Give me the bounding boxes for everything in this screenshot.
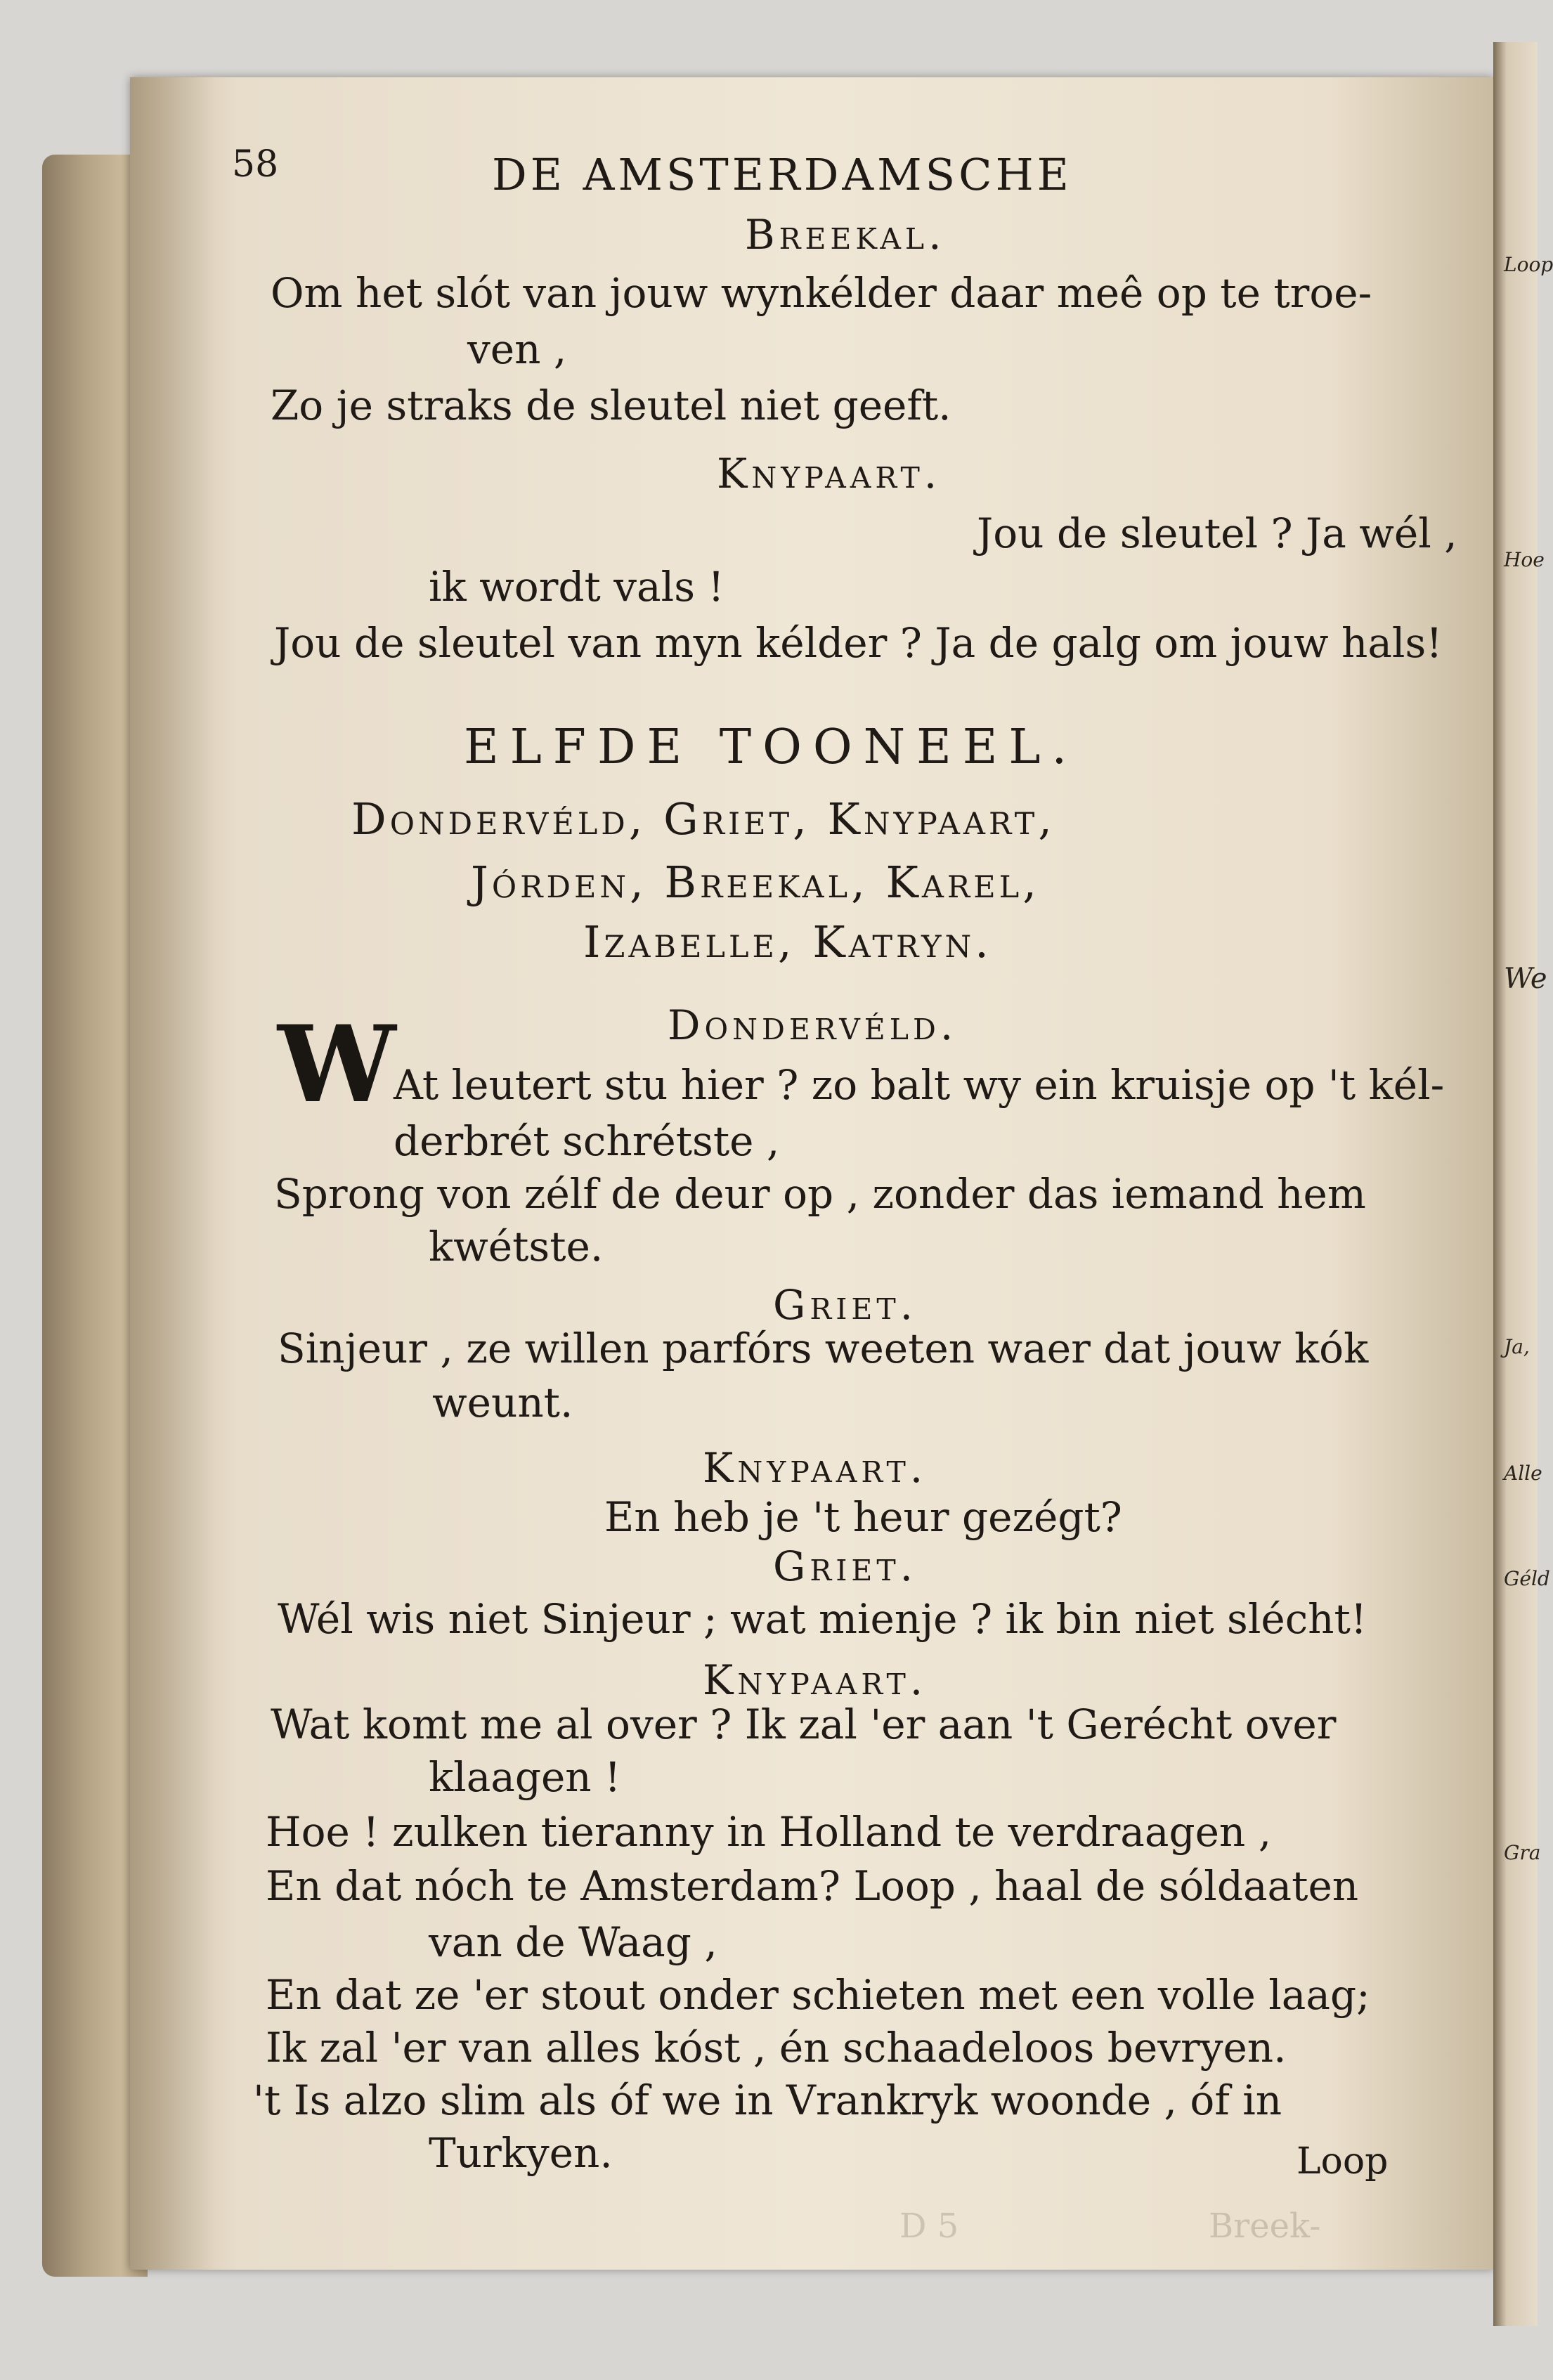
verse-line: Ik zal 'er van alles kóst , én schaadeloos bevryen. bbox=[266, 2024, 1287, 2072]
verse-line: Zo je straks de sleutel niet geeft. bbox=[271, 382, 951, 429]
speaker-dondervéld: Dondervéld. bbox=[668, 1001, 958, 1049]
catchword: Loop bbox=[1297, 2140, 1389, 2183]
facing-page-fragment: Géld bbox=[1504, 1567, 1550, 1590]
signature-mark: D 5 bbox=[899, 2206, 959, 2246]
facing-page-fragment: Hoe bbox=[1504, 548, 1545, 571]
verse-line: Turkyen. bbox=[429, 2129, 613, 2177]
verse-line: ik wordt vals ! bbox=[429, 563, 724, 611]
cast-list: Izabelle, Katryn. bbox=[583, 916, 992, 968]
facing-page-fragment: Loop bbox=[1504, 253, 1553, 276]
page-number: 58 bbox=[232, 143, 279, 186]
verse-line: En heb je 't heur gezégt? bbox=[604, 1493, 1122, 1541]
verse-line: Sinjeur , ze willen parfórs weeten waer dat jouw kók bbox=[278, 1325, 1369, 1372]
verse-line: 't Is alzo slim als óf we in Vrankryk woonde , óf in bbox=[253, 2076, 1282, 2124]
verse-line: Hoe ! zulken tieranny in Holland te verdraagen , bbox=[266, 1808, 1272, 1856]
drop-cap: W bbox=[278, 1003, 396, 1126]
speaker-breekal: Breekal. bbox=[745, 211, 946, 259]
cast-list: Jórden, Breekal, Karel, bbox=[471, 857, 1040, 908]
facing-page-fragment: Ja, bbox=[1504, 1335, 1530, 1358]
verse-line: Jou de sleutel ? Ja wél , bbox=[977, 509, 1457, 557]
cast-list: Dondervéld, Griet, Knypaart, bbox=[351, 793, 1055, 845]
verse-line: derbrét schrétste , bbox=[394, 1117, 780, 1165]
facing-page-fragment: Alle bbox=[1504, 1462, 1542, 1485]
scene-title: ELFDE TOONEEL. bbox=[464, 720, 1079, 775]
bleed-through-catchword: Breek- bbox=[1209, 2206, 1321, 2246]
running-header: DE AMSTERDAMSCHE bbox=[492, 149, 1072, 200]
verse-line: En dat nóch te Amsterdam? Loop , haal de sóldaaten bbox=[266, 1862, 1359, 1910]
speaker-knypaart: Knypaart. bbox=[703, 1444, 928, 1492]
verse-line: klaagen ! bbox=[429, 1753, 621, 1801]
verse-line: Jou de sleutel van myn kélder ? Ja de galg om jouw hals! bbox=[274, 619, 1443, 667]
speaker-knypaart: Knypaart. bbox=[717, 450, 942, 498]
verse-line: ven , bbox=[467, 325, 567, 373]
verse-line: Wél wis niet Sinjeur ; wat mienje ? ik bin niet slécht! bbox=[278, 1595, 1367, 1643]
speaker-griet: Griet. bbox=[773, 1542, 918, 1590]
verse-line: At leutert stu hier ? zo balt wy ein kruisje op 't kél- bbox=[394, 1061, 1445, 1109]
verse-line: kwétste. bbox=[429, 1223, 604, 1270]
verse-line: En dat ze 'er stout onder schieten met een volle laag; bbox=[266, 1971, 1370, 2019]
verse-line: Wat komt me al over ? Ik zal 'er aan 't Gerécht over bbox=[271, 1701, 1337, 1748]
facing-page-fragment: Gra bbox=[1504, 1841, 1541, 1864]
verse-line: van de Waag , bbox=[429, 1918, 717, 1966]
verse-line: Om het slót van jouw wynkélder daar meê op te troe- bbox=[271, 269, 1372, 317]
speaker-knypaart: Knypaart. bbox=[703, 1656, 928, 1704]
speaker-griet: Griet. bbox=[773, 1281, 918, 1329]
verse-line: Sprong von zélf de deur op , zonder das iemand hem bbox=[274, 1170, 1366, 1218]
facing-page-fragment: We bbox=[1504, 963, 1547, 995]
verse-line: weunt. bbox=[432, 1379, 573, 1426]
